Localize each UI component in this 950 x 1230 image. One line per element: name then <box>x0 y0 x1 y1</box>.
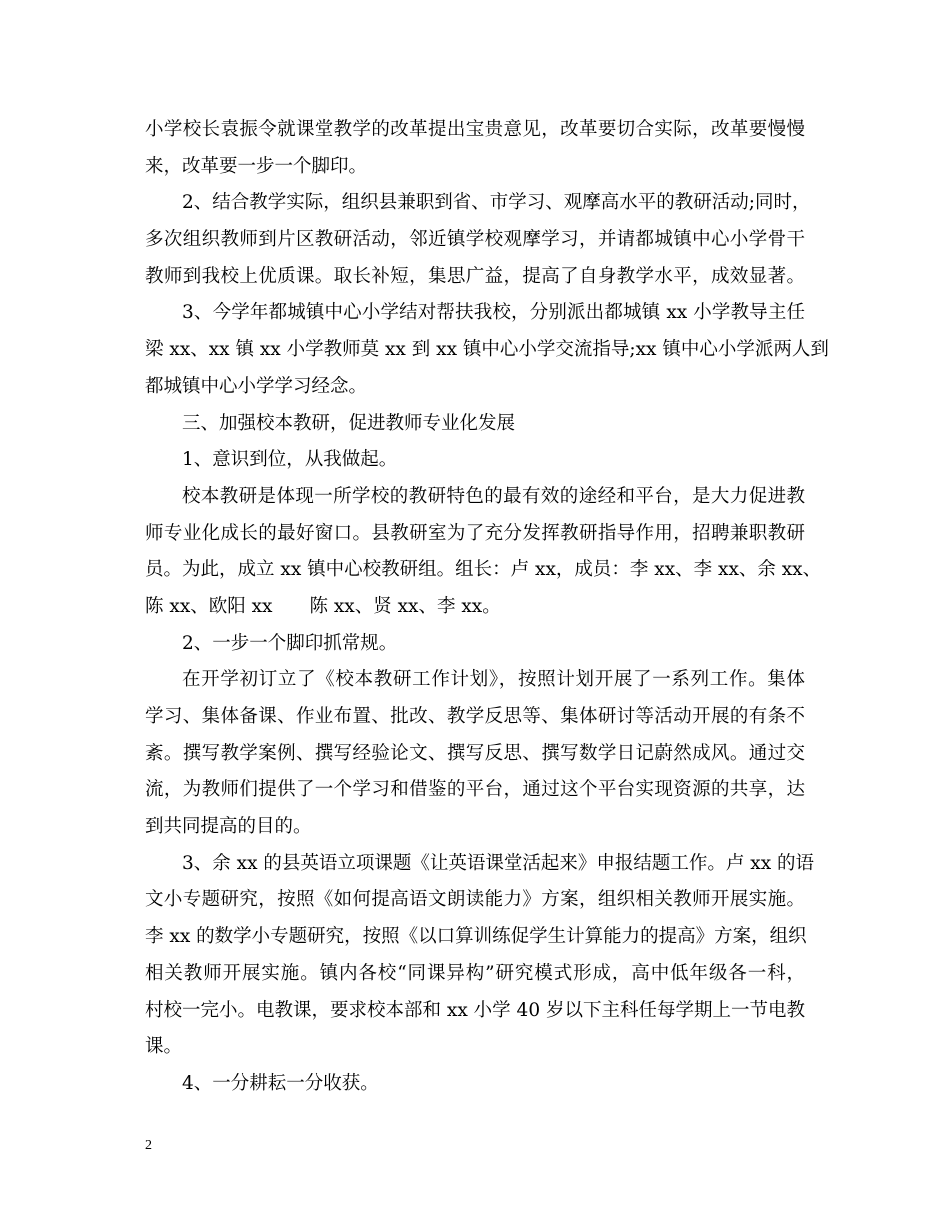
text-line: 流，为教师们提供了一个学习和借鉴的平台，通过这个平台实现资源的共享，达 <box>145 779 805 801</box>
page-number: 2 <box>145 1138 152 1153</box>
text-line: 文小专题研究，按照《如何提高语文朗读能力》方案，组织相关教师开展实施。 <box>145 889 805 911</box>
text-line: 都城镇中心小学学习经念。 <box>145 375 368 397</box>
text-line: 校本教研是体现一所学校的教研特色的最有效的途经和平台，是大力促进教 <box>182 485 805 507</box>
text-line: 师专业化成长的最好窗口。县教研室为了充分发挥教研指导作用，招聘兼职教研 <box>145 522 805 544</box>
text-line: 2、结合教学实际，组织县兼职到省、市学习、观摩高水平的教研活动;同时， <box>182 192 811 214</box>
text-line: 1、意识到位，从我做起。 <box>182 449 398 471</box>
text-line: 村校一完小。电教课，要求校本部和 xx 小学 40 岁以下主科任每学期上一节电教 <box>145 999 805 1021</box>
text-line: 三、加强校本教研，促进教师专业化发展 <box>182 412 516 434</box>
text-line: 教师到我校上优质课。取长补短，集思广益，提高了自身教学水平，成效显著。 <box>145 265 805 287</box>
text-line: 到共同提高的目的。 <box>145 816 312 838</box>
text-line: 2、一步一个脚印抓常规。 <box>182 632 398 654</box>
text-line: 多次组织教师到片区教研活动，邻近镇学校观摩学习，并请都城镇中心小学骨干 <box>145 229 805 251</box>
text-line: 3、余 xx 的县英语立项课题《让英语课堂活起来》申报结题工作。卢 xx 的语 <box>182 852 815 874</box>
text-line: 相关教师开展实施。镇内各校“同课异构”研究模式形成，高中低年级各一科， <box>145 962 805 984</box>
text-line: 学习、集体备课、作业布置、批改、教学反思等、集体研讨等活动开展的有条不 <box>145 706 805 727</box>
text-line: 课。 <box>145 1036 183 1058</box>
text-line: 李 xx 的数学小专题研究，按照《以口算训练促学生计算能力的提高》方案，组织 <box>145 926 807 948</box>
text-line: 陈 xx、欧阳 xx 陈 xx、贤 xx、李 xx。 <box>145 595 501 617</box>
text-line: 小学校长袁振令就课堂教学的改革提出宝贵意见，改革要切合实际，改革要慢慢 <box>145 119 805 140</box>
text-line: 紊。撰写教学案例、撰写经验论文、撰写反思、撰写数学日记蔚然成风。通过交 <box>145 742 805 764</box>
document-body <box>145 112 829 1103</box>
text-line: 在开学初订立了《校本教研工作计划》，按照计划开展了一系列工作。集体 <box>182 669 805 691</box>
text-line: 来，改革要一步一个脚印。 <box>145 155 368 177</box>
text-line: 梁 xx、xx 镇 xx 小学教师莫 xx 到 xx 镇中心小学交流指导;xx 镇中心小学派两人到 <box>145 339 829 361</box>
text-line: 3、今学年都城镇中心小学结对帮扶我校，分别派出都城镇 xx 小学教导主任 <box>182 302 805 324</box>
text-line: 4、一分耕耘一分收获。 <box>182 1072 379 1094</box>
text-line: 员。为此，成立 xx 镇中心校教研组。组长：卢 xx，成员：李 xx、李 xx、余 xx、 <box>145 559 822 581</box>
